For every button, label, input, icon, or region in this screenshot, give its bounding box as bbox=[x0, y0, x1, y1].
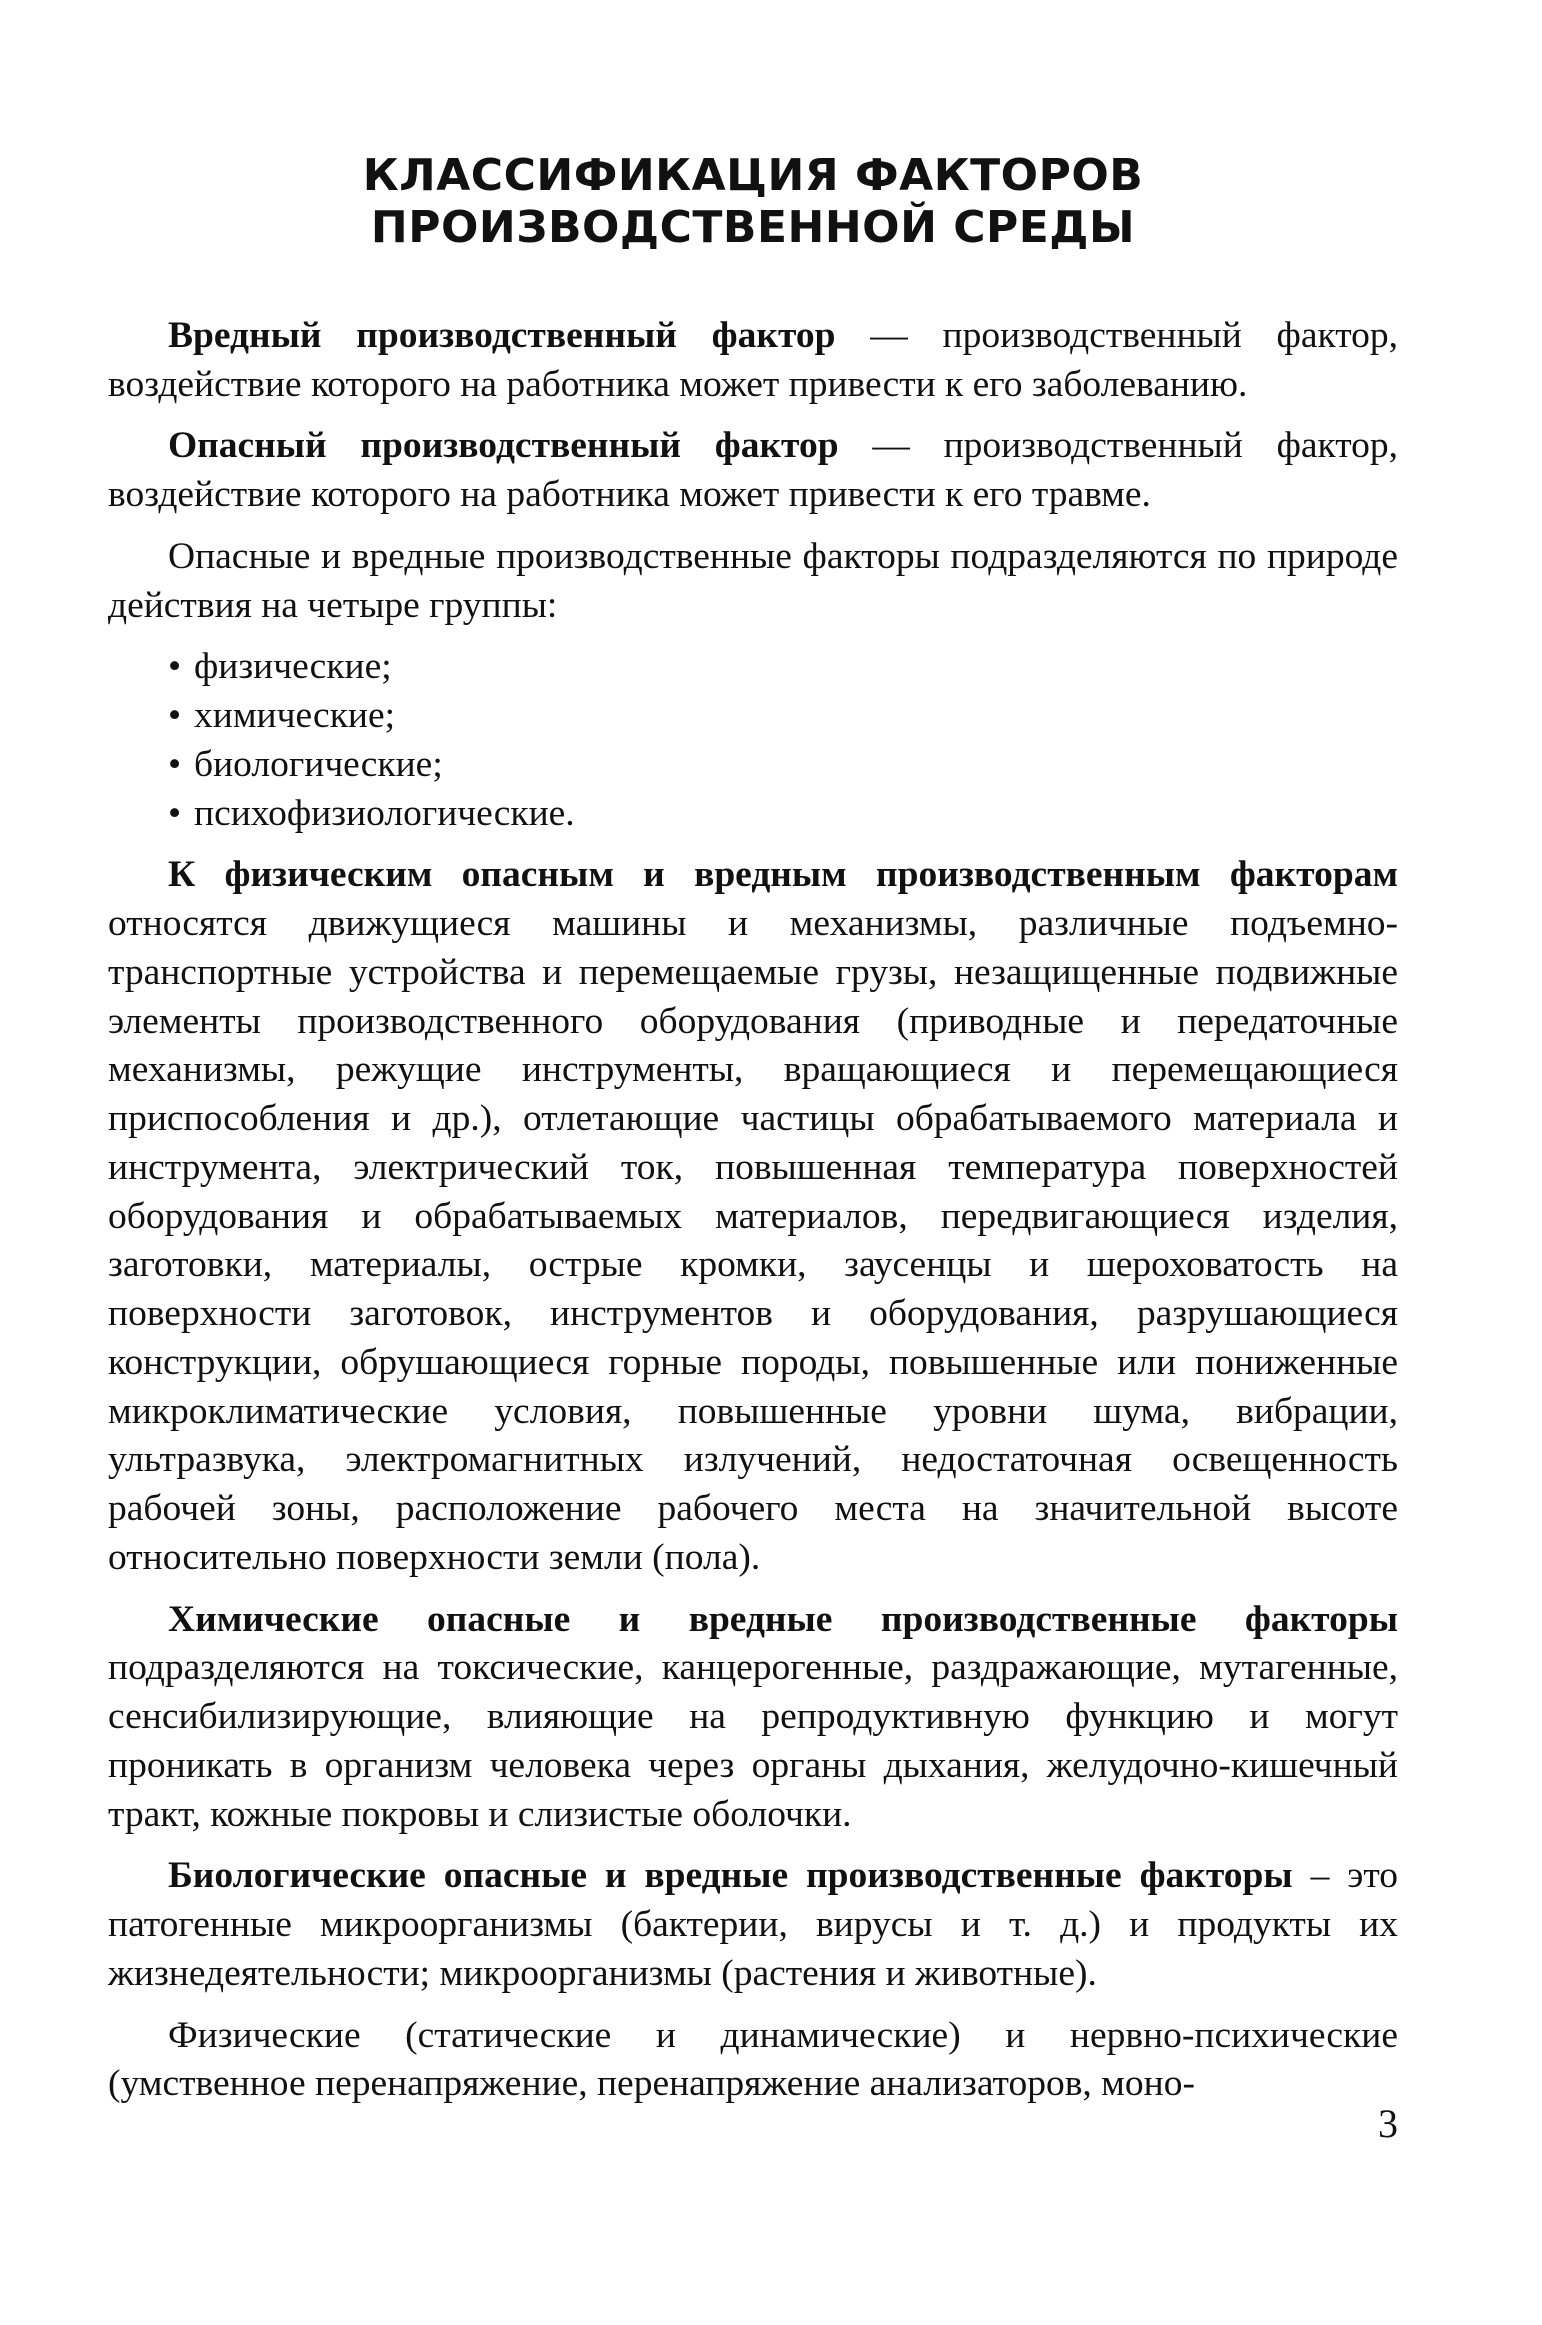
list-item: • химические; bbox=[168, 692, 1398, 741]
paragraph-text: относятся движущиеся машины и механизмы, различные подъемно-транспортные устройства и перемещаемые грузы, незащищенные подвижные элементы производственного оборудования (приводные и передаточные механизмы, режущие инструменты, вращающиеся и перемещающиеся приспособления и др.), отлетающие частицы обрабатываемого материала и инструмента, электрический ток, повышенная температура поверхностей оборудования и обрабатываемых материалов, передвигающиеся изделия, заготовки, материалы, острые кромки, заусенцы и шероховатость на поверхности заготовок, инструментов и оборудования, разрушающиеся конструкции, обрушающиеся горные породы, повышенные или пониженные микроклиматические условия, повышенные уровни шума, вибрации, ультразвука, электромагнитных излучений, недостаточная освещенность рабочей зоны, расположение рабочего места на значительной высоте относительно поверхности земли (пола). bbox=[108, 903, 1398, 1578]
page-number: 3 bbox=[1378, 2101, 1398, 2146]
definition-harmful-factor bbox=[108, 312, 1398, 410]
term-harmful-factor: Вредный производственный фактор bbox=[168, 314, 836, 356]
definition-dangerous-factor bbox=[108, 422, 1398, 520]
term-physical-factors: К физическим опасным и вредным производственным факторам bbox=[168, 854, 1398, 896]
document-page bbox=[108, 150, 1398, 2122]
page-title bbox=[108, 150, 1398, 254]
factor-groups-list bbox=[108, 643, 1398, 838]
title-line-2: ПРОИЗВОДСТВЕННОЙ СРЕДЫ bbox=[370, 201, 1136, 253]
title-line-1: КЛАССИФИКАЦИЯ ФАКТОРОВ bbox=[362, 150, 1144, 201]
chemical-factors-paragraph bbox=[108, 1596, 1398, 1840]
paragraph-text: Физические (статические и динамические) и нервно-психические (умственное перенапряжение, перенапряжение анализаторов, моно- bbox=[108, 2014, 1398, 2105]
list-item: • психофизиологические. bbox=[168, 790, 1398, 839]
psychophysiological-factors-paragraph bbox=[108, 2012, 1398, 2110]
term-chemical-factors: Химические опасные и вредные производственные факторы bbox=[168, 1598, 1398, 1640]
term-biological-factors: Биологические опасные и вредные производственные факторы bbox=[168, 1855, 1293, 1897]
definition-text: — производственный фактор, воздействие которого на работника может привести к его заболеванию. bbox=[108, 314, 1398, 405]
physical-factors-paragraph bbox=[108, 851, 1398, 1582]
paragraph-text: подразделяются на токсические, канцерогенные, раздражающие, мутагенные, сенсибилизирующие, влияющие на репродуктивную функцию и могут проникать в организм человека через органы дыхания, желудочно-кишечный тракт, кожные покровы и слизистые оболочки. bbox=[108, 1647, 1398, 1835]
list-item: • физические; bbox=[168, 643, 1398, 692]
definition-text: — производственный фактор, воздействие которого на работника может привести к его травме. bbox=[108, 425, 1399, 516]
list-item: • биологические; bbox=[168, 741, 1398, 790]
paragraph-text: Опасные и вредные производственные факторы подразделяются по природе действия на четыре группы: bbox=[108, 535, 1398, 626]
term-dangerous-factor: Опасный производственный фактор bbox=[168, 425, 839, 467]
biological-factors-paragraph bbox=[108, 1852, 1398, 1998]
paragraph-text: – это патогенные микроорганизмы (бактерии, вирусы и т. д.) и продукты их жизнедеятельности; микроорганизмы (растения и животные). bbox=[108, 1855, 1398, 1994]
groups-intro-paragraph bbox=[108, 533, 1398, 631]
